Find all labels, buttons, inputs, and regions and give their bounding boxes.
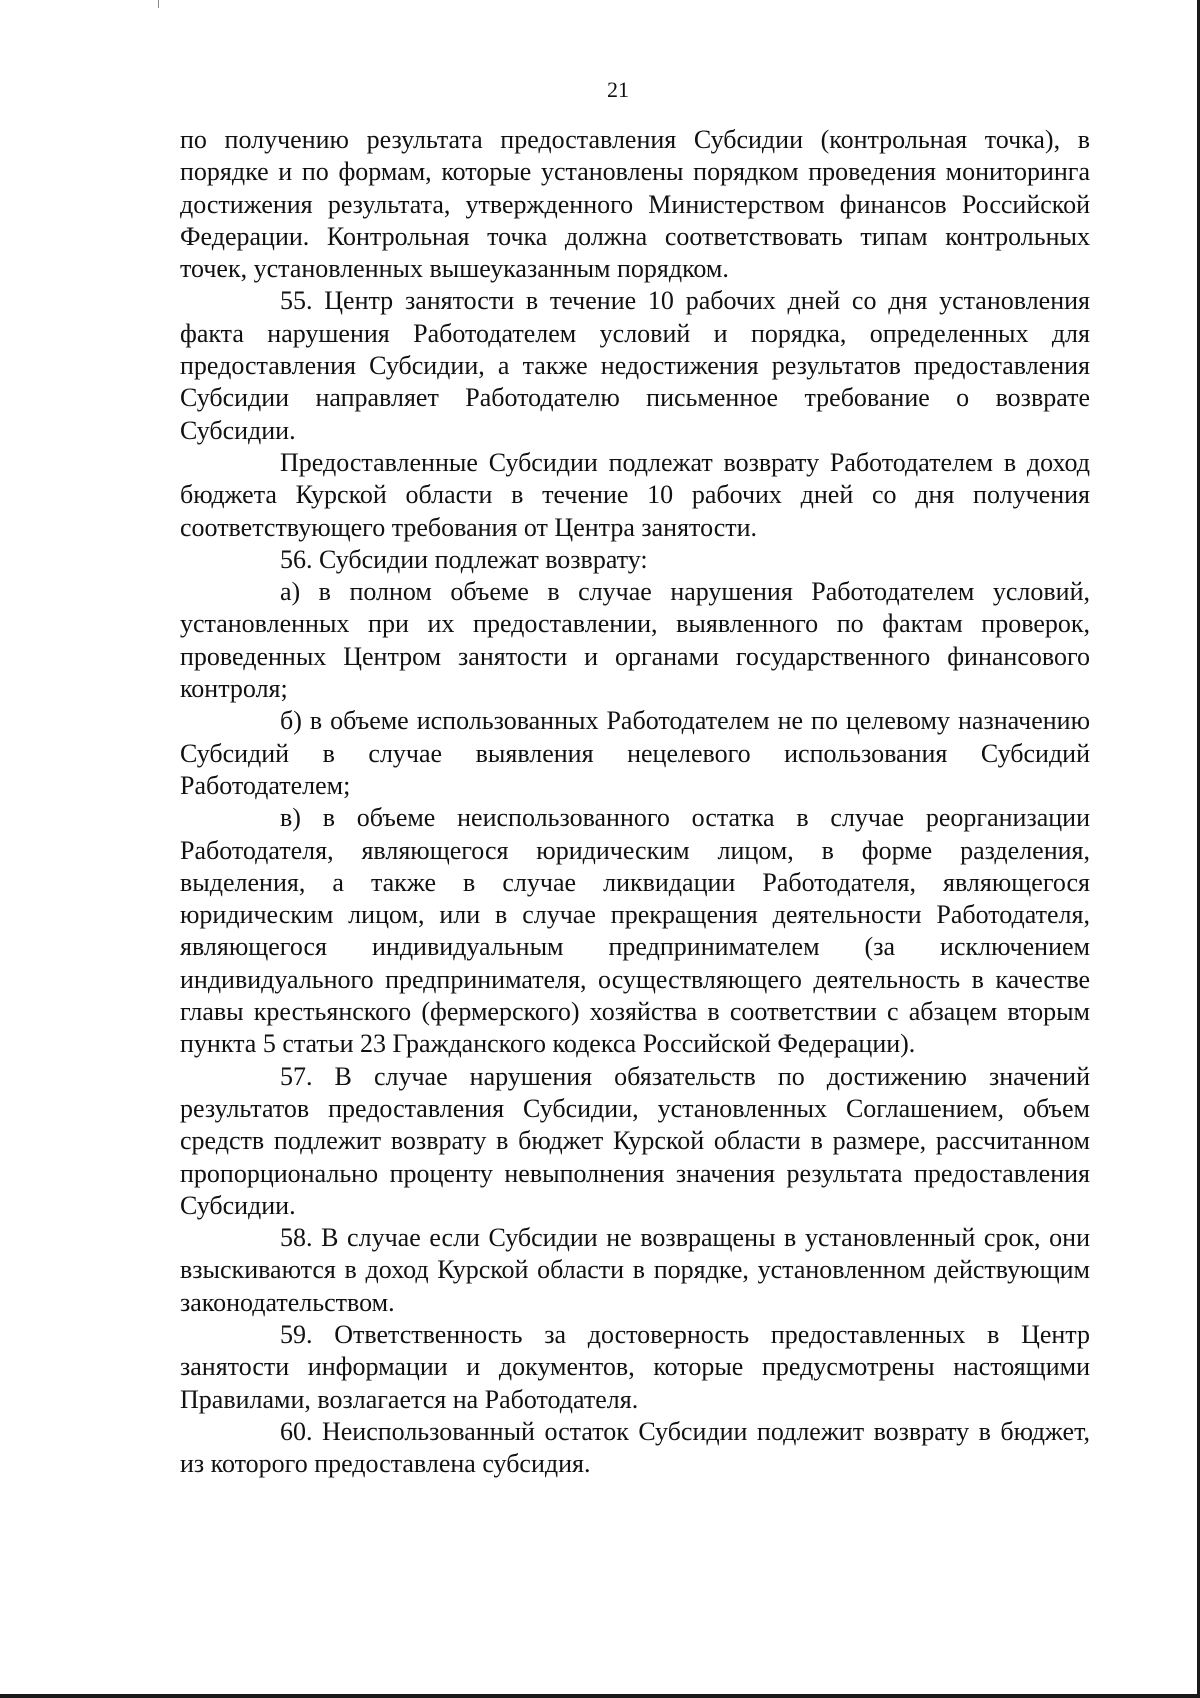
- paragraph-refund-terms: Предоставленные Субсидии подлежат возврату Работодателем в доход бюджета Курской области в течение 10 рабочих дней со дня получения соответствующего требования от Центра занятости.: [180, 447, 1090, 542]
- scan-edge-mark: [158, 0, 159, 8]
- paragraph-continuation: по получению результата предоставления Субсидии (контрольная точка), в порядке и по формам, которые установлены порядком проведения мониторинга достижения результата, утвержденного Министерством финансов Российской Федерации. Контрольная точка должна соответствовать типам контрольных точек, установленных вышеуказанным порядком.: [180, 125, 1090, 284]
- paragraph-subitem-a: а) в полном объеме в случае нарушения Работодателем условий, установленных при их предоставлении, выявленного по фактам проверок, проведенных Центром занятости и органами государственного финансового контроля;: [180, 577, 1090, 704]
- paragraph-item-57: 57. В случае нарушения обязательств по достижению значений результатов предоставления Субсидии, установленных Соглашением, объем средств подлежит возврату в бюджет Курской области в размере, рассчитанном пропорционально проценту невыполнения значения результата предоставления Субсидии.: [180, 1061, 1090, 1220]
- paragraph-subitem-b: б) в объеме использованных Работодателем не по целевому назначению Субсидий в случае выявления нецелевого использования Субсидий Работодателем;: [180, 706, 1090, 800]
- paragraph-item-55: 55. Центр занятости в течение 10 рабочих дней со дня установления факта нарушения Работодателем условий и порядка, определенных для предоставления Субсидии, а также недостижения результатов предоставления Субсидии направляет Работодателю письменное требование о возврате Субсидии.: [180, 286, 1090, 445]
- document-body: [180, 124, 1090, 1480]
- paragraph-subitem-v: в) в объеме неиспользованного остатка в случае реорганизации Работодателя, являющегося юридическим лицом, в форме разделения, выделения, а также в случае ликвидации Работодателя, являющегося юридическим лицом, или в случае прекращения деятельности Работодателя, являющегося индивидуальным предпринимателем (за исключением индивидуального предпринимателя, осуществляющего деятельность в качестве главы крестьянского (фермерского) хозяйства в соответствии с абзацем вторым пункта 5 статьи 23 Гражданского кодекса Российской Федерации).: [180, 803, 1090, 1059]
- paragraph-item-56: 56. Субсидии подлежат возврату:: [280, 544, 648, 574]
- page-number: 21: [607, 77, 629, 102]
- paragraph-item-58: 58. В случае если Субсидии не возвращены в установленный срок, они взыскиваются в доход Курской области в порядке, установленном действующим законодательством.: [180, 1223, 1090, 1317]
- scan-border-bottom: [0, 1694, 1200, 1698]
- paragraph-item-59: 59. Ответственность за достоверность предоставленных в Центр занятости информации и документов, которые предусмотрены настоящими Правилами, возлагается на Работодателя.: [180, 1319, 1090, 1414]
- paragraph-item-60: 60. Неиспользованный остаток Субсидии подлежит возврату в бюджет, из которого предоставлена субсидия.: [180, 1416, 1090, 1479]
